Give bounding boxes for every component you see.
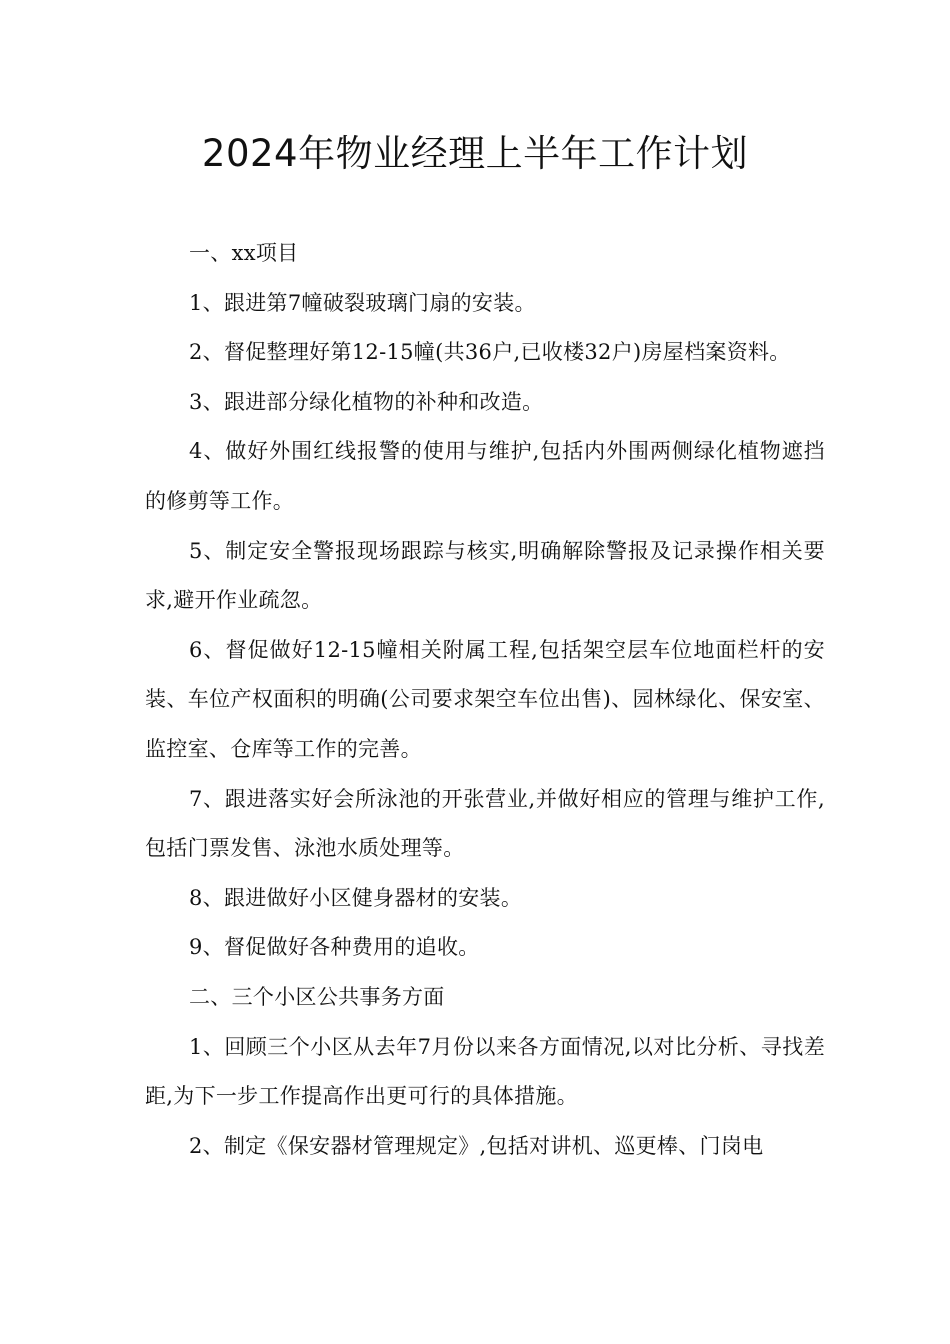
section-heading-2: 二、三个小区公共事务方面 — [189, 984, 445, 1009]
paragraph-item-10: 1、回顾三个小区从去年7月份以来各方面情况,以对比分析、寻找差距,为下一步工作提高作出更可行的具体措施。 — [145, 1034, 825, 1109]
document-title: 2024年物业经理上半年工作计划 — [201, 132, 749, 175]
section-heading-1: 一、xx项目 — [189, 241, 299, 265]
paragraph-item-6: 6、督促做好12-15幢相关附属工程,包括架空层车位地面栏杆的安装、车位产权面积的明确(公司要求架空车位出售)、园林绿化、保安室、监控室、仓库等工作的完善。 — [145, 637, 825, 761]
document-body — [145, 229, 825, 1171]
paragraph-item-3: 3、跟进部分绿化植物的补种和改造。 — [189, 389, 544, 414]
paragraph-item-1: 1、跟进第7幢破裂玻璃门扇的安装。 — [189, 290, 536, 315]
paragraph-item-8: 8、跟进做好小区健身器材的安装。 — [189, 885, 523, 910]
paragraph-item-2: 2、督促整理好第12-15幢(共36户,已收楼32户)房屋档案资料。 — [189, 340, 791, 365]
paragraph-item-9: 9、督促做好各种费用的追收。 — [189, 935, 480, 960]
paragraph-item-11: 2、制定《保安器材管理规定》,包括对讲机、巡更棒、门岗电 — [189, 1133, 764, 1158]
paragraph-item-5: 5、制定安全警报现场跟踪与核实,明确解除警报及记录操作相关要求,避开作业疏忽。 — [145, 538, 825, 613]
paragraph-item-4: 4、做好外围红线报警的使用与维护,包括内外围两侧绿化植物遮挡的修剪等工作。 — [145, 439, 825, 513]
paragraph-item-7: 7、跟进落实好会所泳池的开张营业,并做好相应的管理与维护工作,包括门票发售、泳池水质处理等。 — [145, 786, 825, 861]
